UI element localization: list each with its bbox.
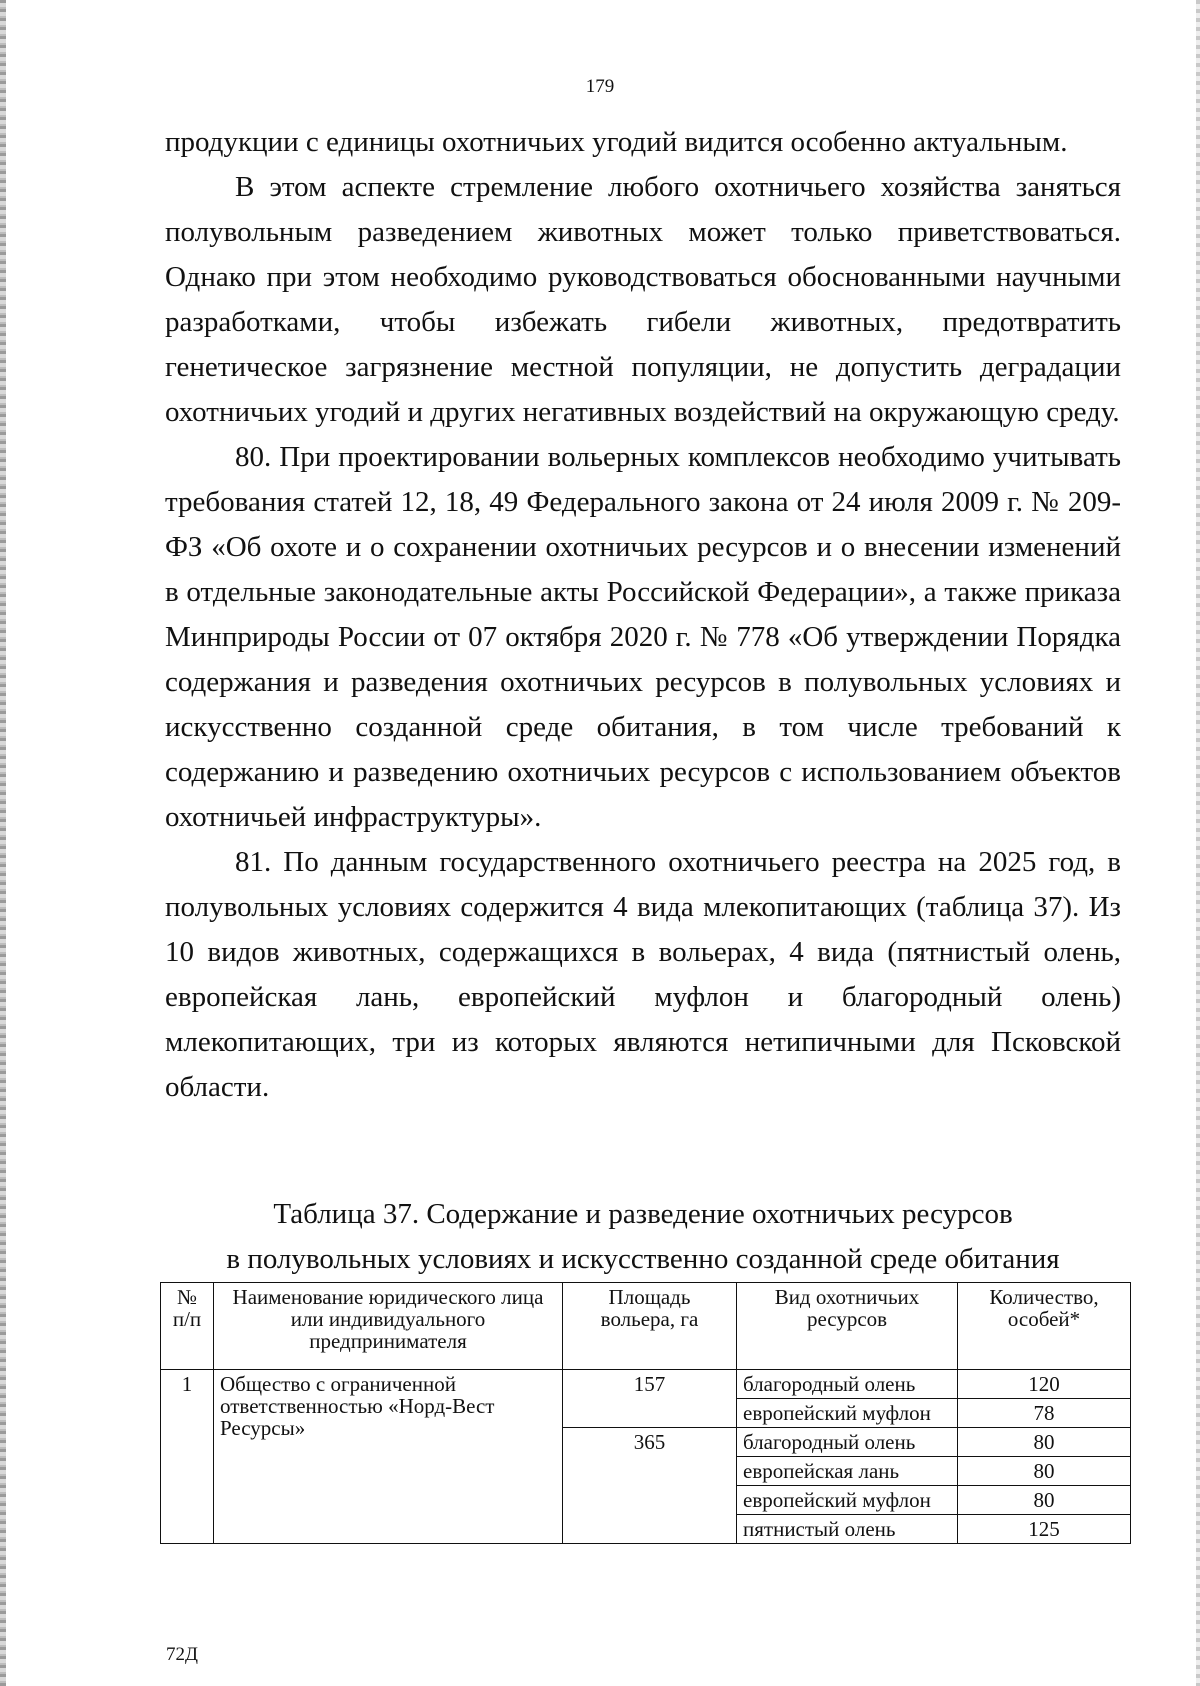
- header-name: Наименование юридического лица или индивидуального предпринимателя: [214, 1283, 563, 1370]
- header-count: Количество, особей*: [958, 1283, 1131, 1370]
- header-num: № п/п: [161, 1283, 214, 1370]
- cell-species: европейская лань: [737, 1457, 958, 1486]
- paragraph-2: В этом аспекте стремление любого охотничьего хозяйства заняться полувольным разведением животных может только приветствоваться. Однако при этом необходимо руководствоваться обоснованными научными разработками, чтобы избежать гибели животных, предотвратить генетическое загрязнение местной популяции, не допустить деградации охотничьих угодий и других негативных воздействий на окружающую среду.: [165, 171, 1121, 428]
- scan-edge-left: [0, 0, 6, 1686]
- cell-count: 120: [958, 1370, 1131, 1399]
- footer-code: 72Д: [166, 1644, 198, 1665]
- cell-entity-name: Общество с ограниченной ответственностью «Норд-Вест Ресурсы»: [214, 1370, 563, 1544]
- hunting-resources-table: [160, 1282, 1131, 1544]
- header-species: Вид охотничьих ресурсов: [737, 1283, 958, 1370]
- paragraph-1: продукции с единицы охотничьих угодий видится особенно актуальным.: [165, 126, 1068, 158]
- cell-count: 80: [958, 1486, 1131, 1515]
- paragraph-80: 80. При проектировании вольерных комплексов необходимо учитывать требования статей 12, 18, 49 Федерального закона от 24 июля 2009 г. № 209-ФЗ «Об охоте и о сохранении охотничьих ресурсов и о внесении изменений в отдельные законодательные акты Российской Федерации», а также приказа Минприроды России от 07 октября 2020 г. № 778 «Об утверждении Порядка содержания и разведения охотничьих ресурсов в полувольных условиях и искусственно созданной среде обитания, в том числе требований к содержанию и разведению охотничьих ресурсов с использованием объектов охотничьей инфраструктуры».: [165, 441, 1121, 833]
- table-row: [161, 1370, 1131, 1399]
- table-header-row: [161, 1283, 1131, 1370]
- table-caption-line-1: Таблица 37. Содержание и разведение охотничьих ресурсов: [273, 1198, 1013, 1230]
- cell-species: благородный олень: [737, 1428, 958, 1457]
- scan-edge-right: [1196, 0, 1200, 1686]
- cell-area: 157: [563, 1370, 737, 1428]
- cell-entity-num: 1: [161, 1370, 214, 1544]
- header-area: Площадь вольера, га: [563, 1283, 737, 1370]
- cell-count: 80: [958, 1457, 1131, 1486]
- body-text: [165, 120, 1121, 1110]
- cell-species: европейский муфлон: [737, 1399, 958, 1428]
- cell-area: 365: [563, 1428, 737, 1544]
- cell-count: 80: [958, 1428, 1131, 1457]
- cell-count: 78: [958, 1399, 1131, 1428]
- table-caption-line-2: в полувольных условиях и искусственно созданной среде обитания: [226, 1243, 1060, 1275]
- cell-species: европейский муфлон: [737, 1486, 958, 1515]
- paragraph-81: 81. По данным государственного охотничьего реестра на 2025 год, в полувольных условиях содержится 4 вида млекопитающих (таблица 37). Из 10 видов животных, содержащихся в вольерах, 4 вида (пятнистый олень, европейская лань, европейский муфлон и благородный олень) млекопитающих, три из которых являются нетипичными для Псковской области.: [165, 846, 1121, 1103]
- page-number: 179: [585, 76, 615, 97]
- table-caption: [165, 1192, 1121, 1282]
- cell-species: пятнистый олень: [737, 1515, 958, 1544]
- cell-count: 125: [958, 1515, 1131, 1544]
- cell-species: благородный олень: [737, 1370, 958, 1399]
